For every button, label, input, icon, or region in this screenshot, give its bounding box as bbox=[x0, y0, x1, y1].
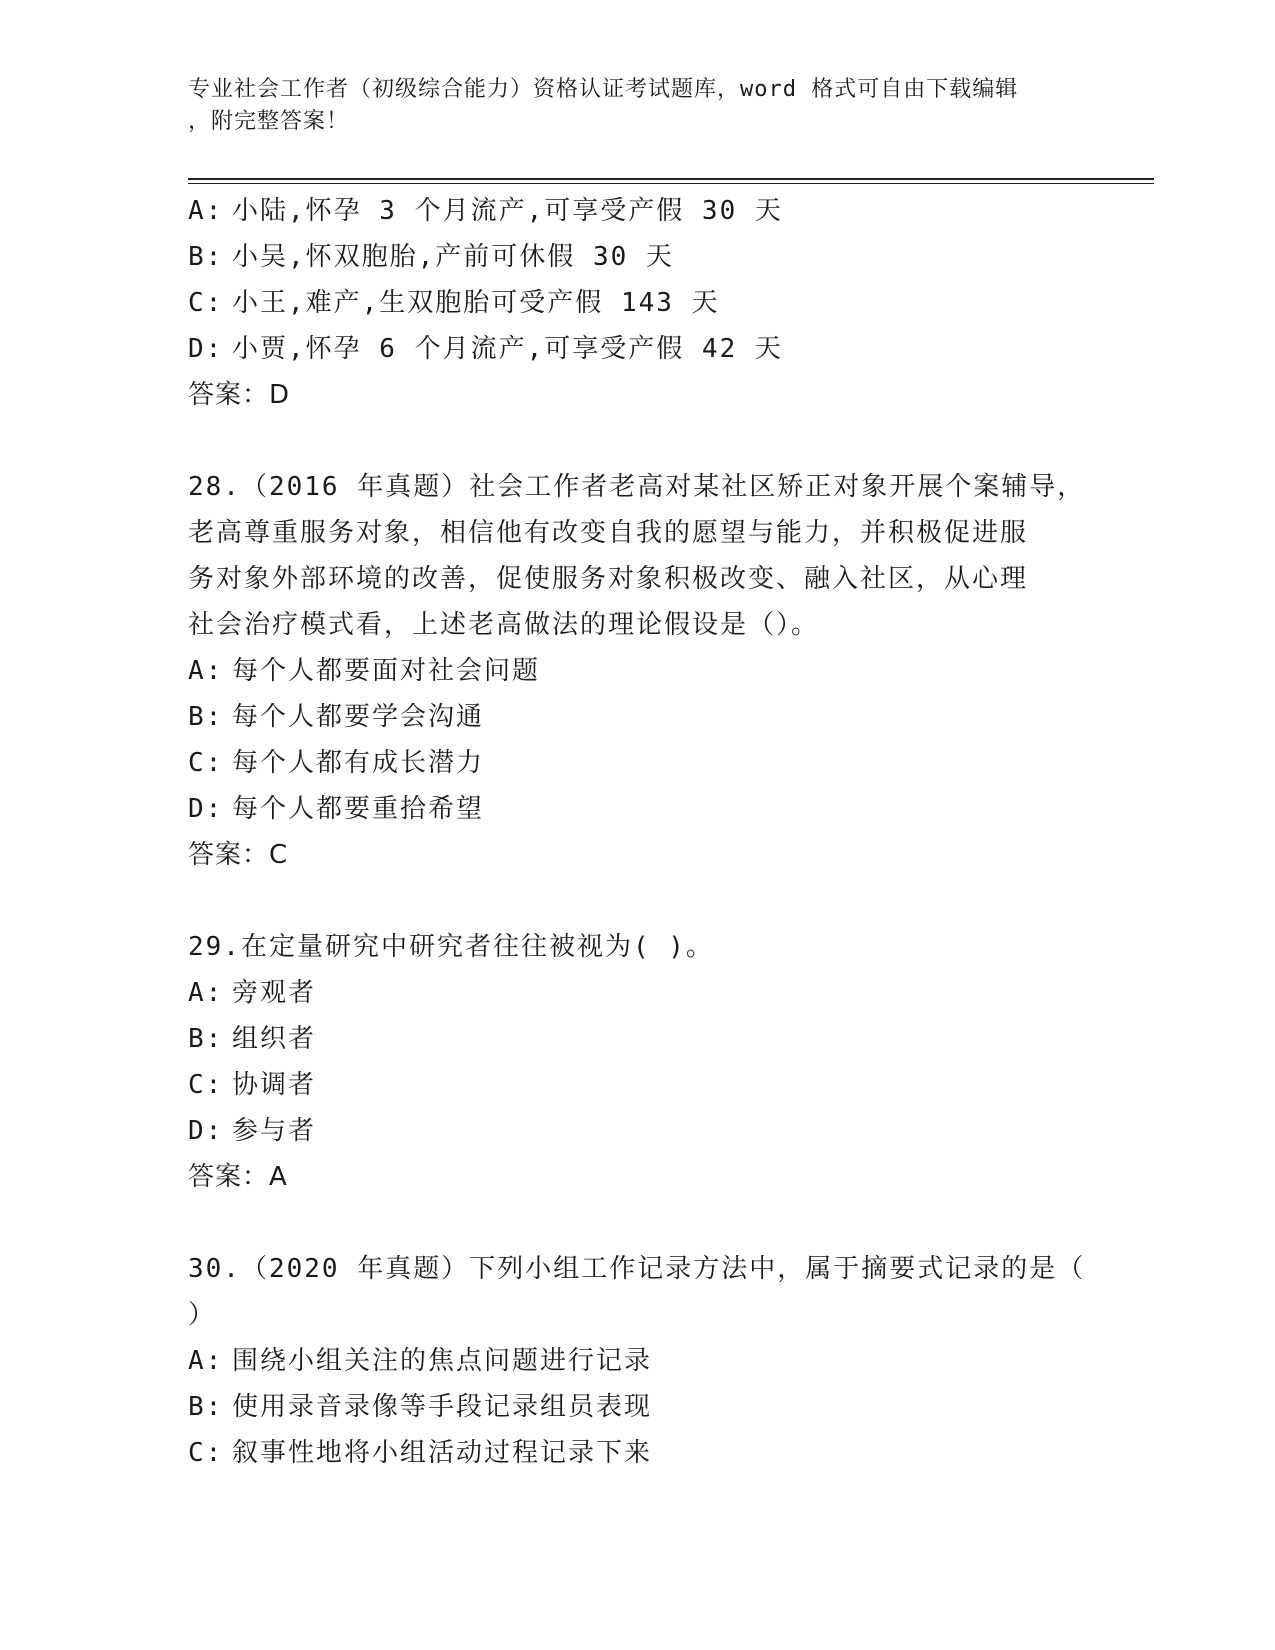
option-b bbox=[188, 234, 1088, 280]
option-text: 小贾,怀孕 6 个月流产,可享受产假 42 天 bbox=[232, 334, 783, 364]
question-30 bbox=[188, 1246, 1088, 1476]
header-divider-thin bbox=[188, 183, 1154, 184]
option-text: 围绕小组关注的焦点问题进行记录 bbox=[232, 1346, 653, 1376]
answer-line: 答案：C bbox=[188, 840, 289, 870]
option-c bbox=[188, 280, 1088, 326]
option-text: 旁观者 bbox=[232, 978, 317, 1008]
option-c bbox=[188, 1430, 1088, 1476]
question-stem-line: 社会治疗模式看，上述老高做法的理论假设是（）。 bbox=[188, 610, 820, 640]
option-letter: C: bbox=[188, 1070, 224, 1100]
option-d bbox=[188, 786, 1088, 832]
question-29 bbox=[188, 924, 1088, 1200]
header-divider-thick bbox=[188, 178, 1154, 180]
question-27 bbox=[188, 188, 1088, 418]
spacer bbox=[188, 1200, 1088, 1246]
option-letter: D: bbox=[188, 794, 224, 824]
question-stem-line: 老高尊重服务对象，相信他有改变自我的愿望与能力，并积极促进服 bbox=[188, 518, 1029, 548]
header-line-2: ，附完整答案！ bbox=[188, 109, 350, 134]
option-letter: A: bbox=[188, 1346, 224, 1376]
option-letter: C: bbox=[188, 1438, 224, 1468]
question-stem-line: ） bbox=[188, 1300, 217, 1330]
option-text: 每个人都要重拾希望 bbox=[232, 794, 485, 824]
option-letter: B: bbox=[188, 1392, 224, 1422]
option-letter: C: bbox=[188, 748, 224, 778]
option-letter: A: bbox=[188, 978, 224, 1008]
option-b bbox=[188, 694, 1088, 740]
option-a bbox=[188, 648, 1088, 694]
option-letter: D: bbox=[188, 1116, 224, 1146]
option-d bbox=[188, 326, 1088, 372]
option-c bbox=[188, 740, 1088, 786]
option-text: 小陆,怀孕 3 个月流产,可享受产假 30 天 bbox=[232, 196, 783, 226]
spacer bbox=[188, 878, 1088, 924]
question-stem-line: 30.（2020 年真题）下列小组工作记录方法中，属于摘要式记录的是（ bbox=[188, 1254, 1086, 1284]
option-letter: A: bbox=[188, 196, 224, 226]
option-text: 小王,难产,生双胞胎可受产假 143 天 bbox=[232, 288, 720, 318]
option-letter: D: bbox=[188, 334, 224, 364]
option-text: 组织者 bbox=[232, 1024, 317, 1054]
option-text: 叙事性地将小组活动过程记录下来 bbox=[232, 1438, 653, 1468]
option-c bbox=[188, 1062, 1088, 1108]
option-text: 参与者 bbox=[232, 1116, 317, 1146]
option-letter: B: bbox=[188, 1024, 224, 1054]
option-b bbox=[188, 1016, 1088, 1062]
option-letter: B: bbox=[188, 242, 224, 272]
answer-line: 答案：D bbox=[188, 380, 291, 410]
question-28 bbox=[188, 464, 1088, 878]
header-line-1: 专业社会工作者（初级综合能力）资格认证考试题库，word 格式可自由下载编辑 bbox=[188, 77, 1019, 102]
option-b bbox=[188, 1384, 1088, 1430]
option-text: 协调者 bbox=[232, 1070, 317, 1100]
option-d bbox=[188, 1108, 1088, 1154]
answer-line: 答案：A bbox=[188, 1162, 288, 1192]
option-letter: B: bbox=[188, 702, 224, 732]
option-a bbox=[188, 970, 1088, 1016]
option-text: 每个人都要面对社会问题 bbox=[232, 656, 541, 686]
option-text: 每个人都要学会沟通 bbox=[232, 702, 485, 732]
option-text: 小吴,怀双胞胎,产前可休假 30 天 bbox=[232, 242, 674, 272]
option-letter: C: bbox=[188, 288, 224, 318]
document-header bbox=[188, 74, 1088, 138]
option-text: 使用录音录像等手段记录组员表现 bbox=[232, 1392, 653, 1422]
option-text: 每个人都有成长潜力 bbox=[232, 748, 485, 778]
option-letter: A: bbox=[188, 656, 224, 686]
option-a bbox=[188, 1338, 1088, 1384]
question-stem-line: 29.在定量研究中研究者往往被视为( )。 bbox=[188, 932, 714, 962]
option-a bbox=[188, 188, 1088, 234]
question-stem-line: 务对象外部环境的改善，促使服务对象积极改变、融入社区，从心理 bbox=[188, 564, 1029, 594]
spacer bbox=[188, 418, 1088, 464]
question-content bbox=[188, 188, 1088, 1476]
question-stem-line: 28.（2016 年真题）社会工作者老高对某社区矫正对象开展个案辅导， bbox=[188, 472, 1086, 502]
